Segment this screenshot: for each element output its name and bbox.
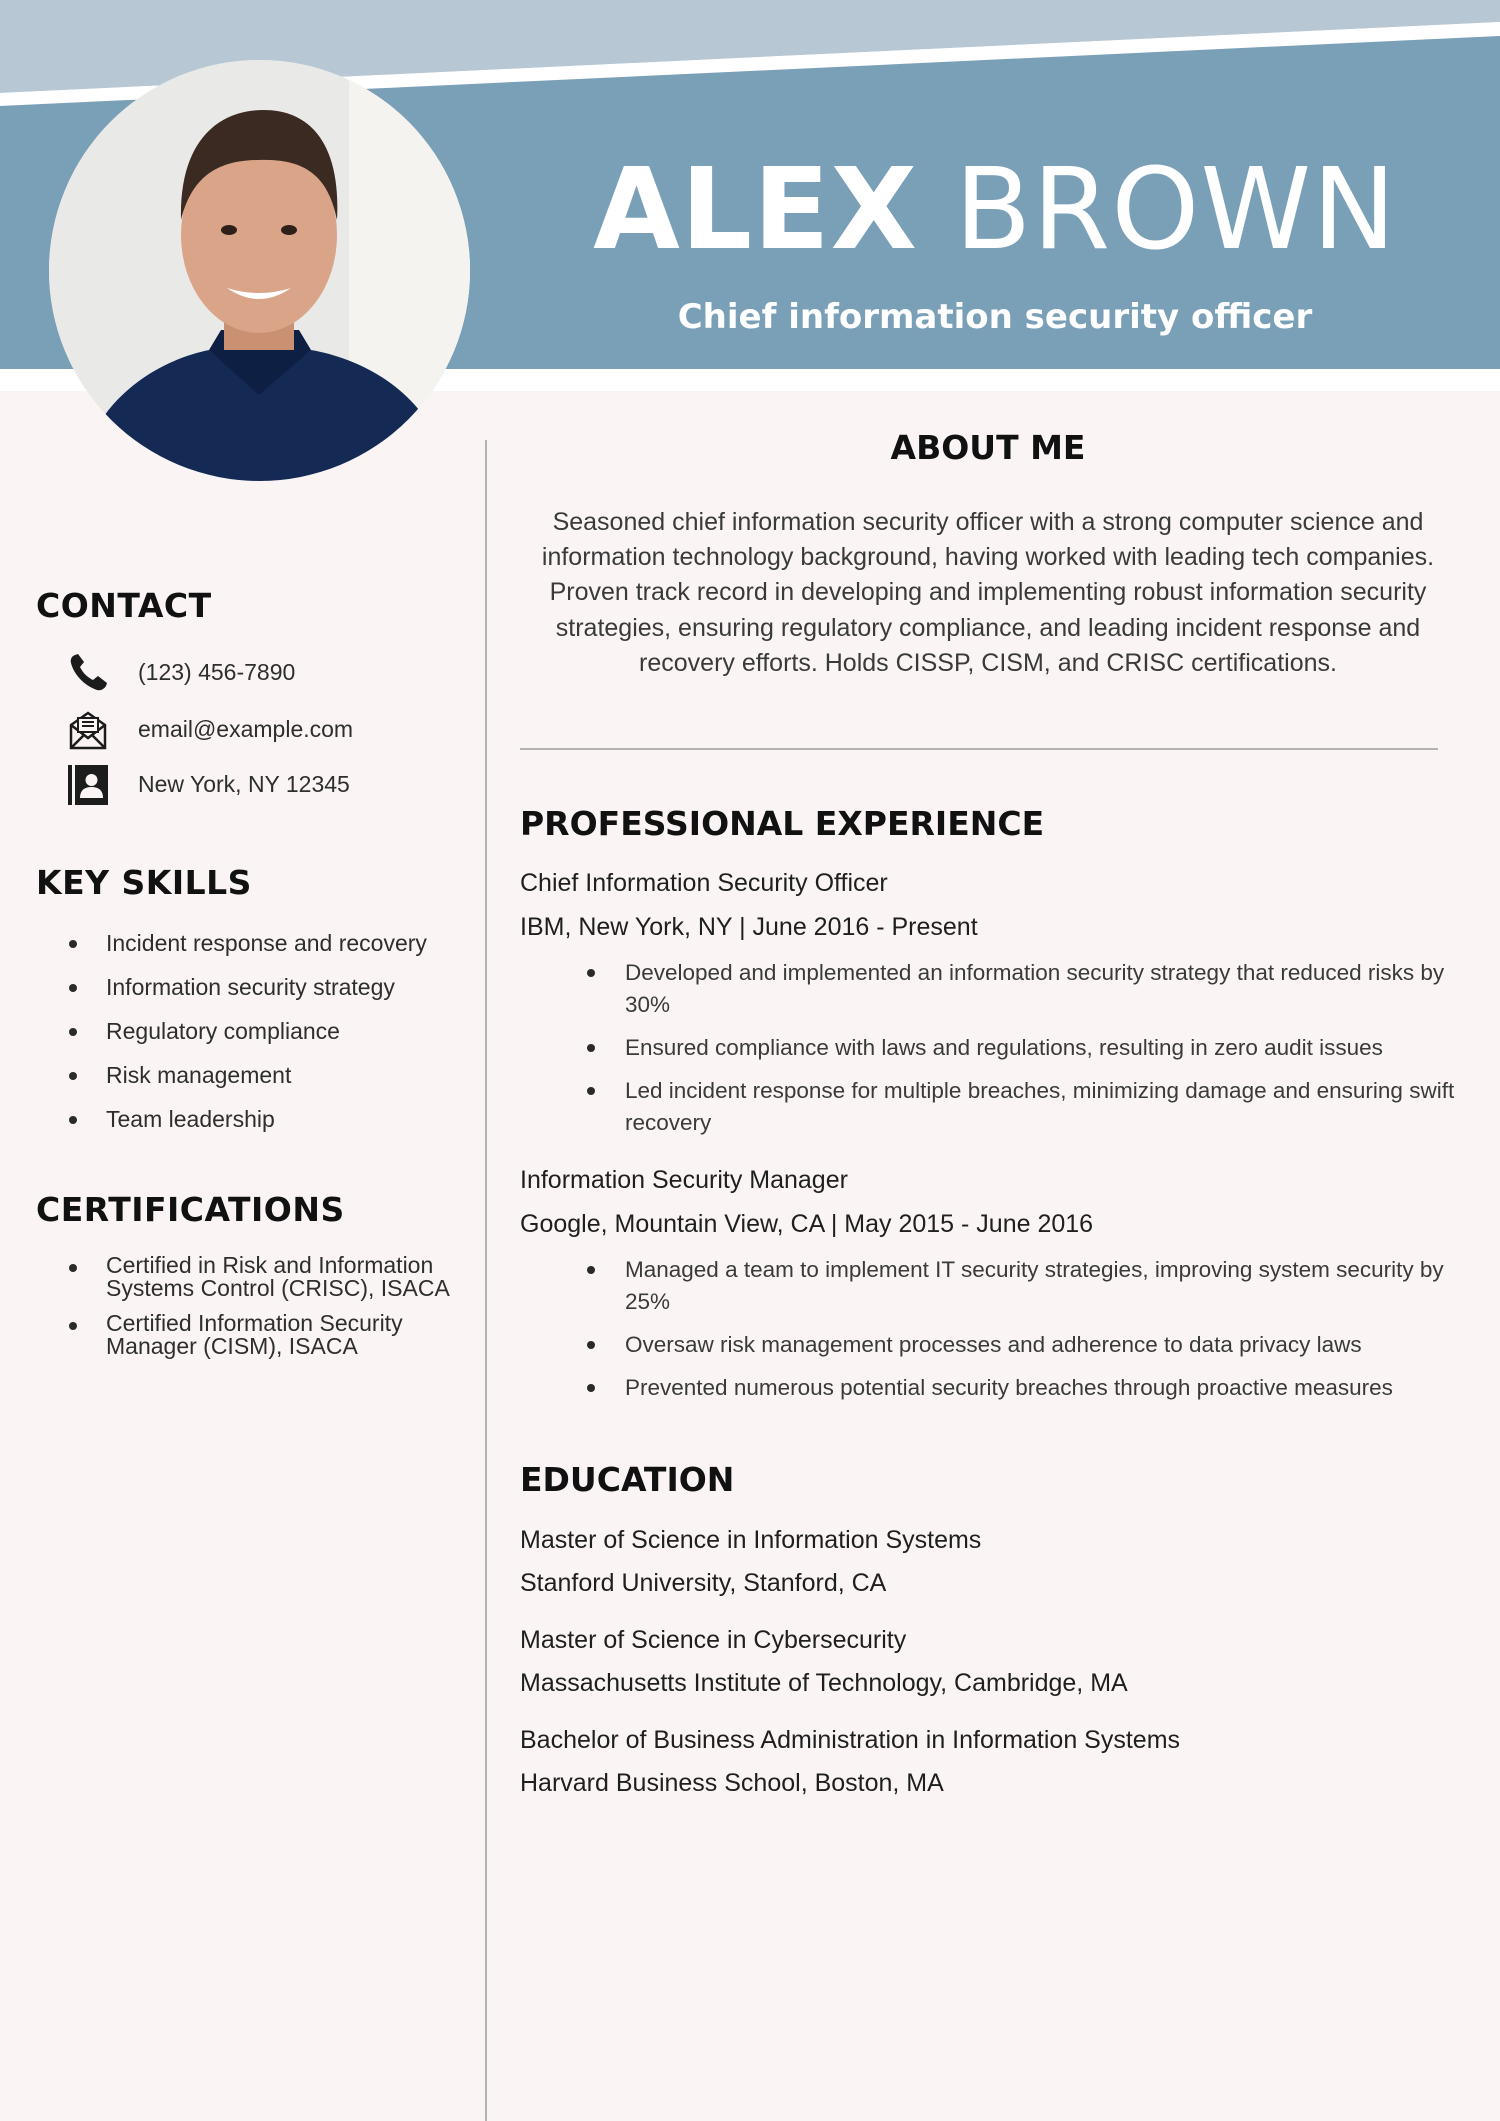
list-item: Ensured compliance with laws and regulations, resulting in zero audit issues — [520, 1032, 1460, 1064]
address-text: New York, NY 12345 — [138, 771, 350, 797]
certifications-heading: CERTIFICATIONS — [36, 1190, 345, 1229]
list-item: Certified in Risk and Information Systems Control (CRISC), ISACA — [36, 1254, 466, 1300]
list-item: Led incident response for multiple breaches, minimizing damage and ensuring swift recovery — [520, 1075, 1460, 1139]
last-name: BROWN — [954, 145, 1397, 275]
about-heading: ABOUT ME — [890, 428, 1086, 467]
contact-phone — [66, 651, 466, 695]
job-bullets-1 — [520, 957, 1460, 1150]
list-item: Developed and implemented an information security strategy that reduced risks by 30% — [520, 957, 1460, 1021]
skills-list — [36, 926, 466, 1146]
job-title-1: Chief Information Security Officer — [520, 869, 888, 897]
phone-icon — [66, 651, 110, 695]
list-item: Managed a team to implement IT security strategies, improving system security by 25% — [520, 1254, 1460, 1318]
list-item: Team leadership — [36, 1102, 466, 1146]
skills-heading: KEY SKILLS — [36, 863, 252, 902]
section-divider — [520, 748, 1438, 750]
list-item: Prevented numerous potential security breaches through proactive measures — [520, 1372, 1460, 1404]
education-heading: EDUCATION — [520, 1460, 735, 1499]
education-school-1: Stanford University, Stanford, CA — [520, 1569, 887, 1597]
list-item: Incident response and recovery — [36, 926, 466, 970]
job-title-2: Information Security Manager — [520, 1166, 848, 1194]
education-degree-1: Master of Science in Information Systems — [520, 1526, 982, 1554]
job-company-2: Google, Mountain View, CA | May 2015 - June 2016 — [520, 1210, 1094, 1238]
education-school-2: Massachusetts Institute of Technology, Cambridge, MA — [520, 1669, 1128, 1697]
list-item: Certified Information Security Manager (CISM), ISACA — [36, 1312, 466, 1358]
about-text: Seasoned chief information security officer with a strong computer science and information technology background, having worked with leading tech companies. Proven track record in developing and implementing robust information security strategies, ensuring regulatory compliance, and leading incident response and recovery efforts. Holds CISSP, CISM, and CRISC certifications. — [541, 508, 1435, 677]
education-degree-3: Bachelor of Business Administration in Information Systems — [520, 1726, 1181, 1754]
job-title: Chief information security officer — [677, 297, 1313, 337]
experience-heading: PROFESSIONAL EXPERIENCE — [520, 804, 1045, 843]
contact-email — [66, 708, 466, 752]
education-degree-2: Master of Science in Cybersecurity — [520, 1626, 907, 1654]
first-name: ALEX — [593, 145, 918, 275]
phone-text: (123) 456-7890 — [138, 659, 296, 685]
profile-photo — [49, 60, 470, 481]
job-company-1: IBM, New York, NY | June 2016 - Present — [520, 913, 978, 941]
education-school-3: Harvard Business School, Boston, MA — [520, 1769, 944, 1797]
envelope-icon — [66, 708, 110, 752]
email-text: email@example.com — [138, 716, 354, 742]
column-divider — [485, 440, 487, 2121]
candidate-name — [560, 145, 1430, 275]
contact-address — [66, 763, 466, 807]
list-item: Risk management — [36, 1058, 466, 1102]
address-book-icon — [66, 763, 110, 807]
certifications-list — [36, 1254, 466, 1370]
list-item: Oversaw risk management processes and adherence to data privacy laws — [520, 1329, 1460, 1361]
contact-heading: CONTACT — [36, 586, 212, 625]
job-bullets-2 — [520, 1254, 1460, 1415]
list-item: Information security strategy — [36, 970, 466, 1014]
list-item: Regulatory compliance — [36, 1014, 466, 1058]
